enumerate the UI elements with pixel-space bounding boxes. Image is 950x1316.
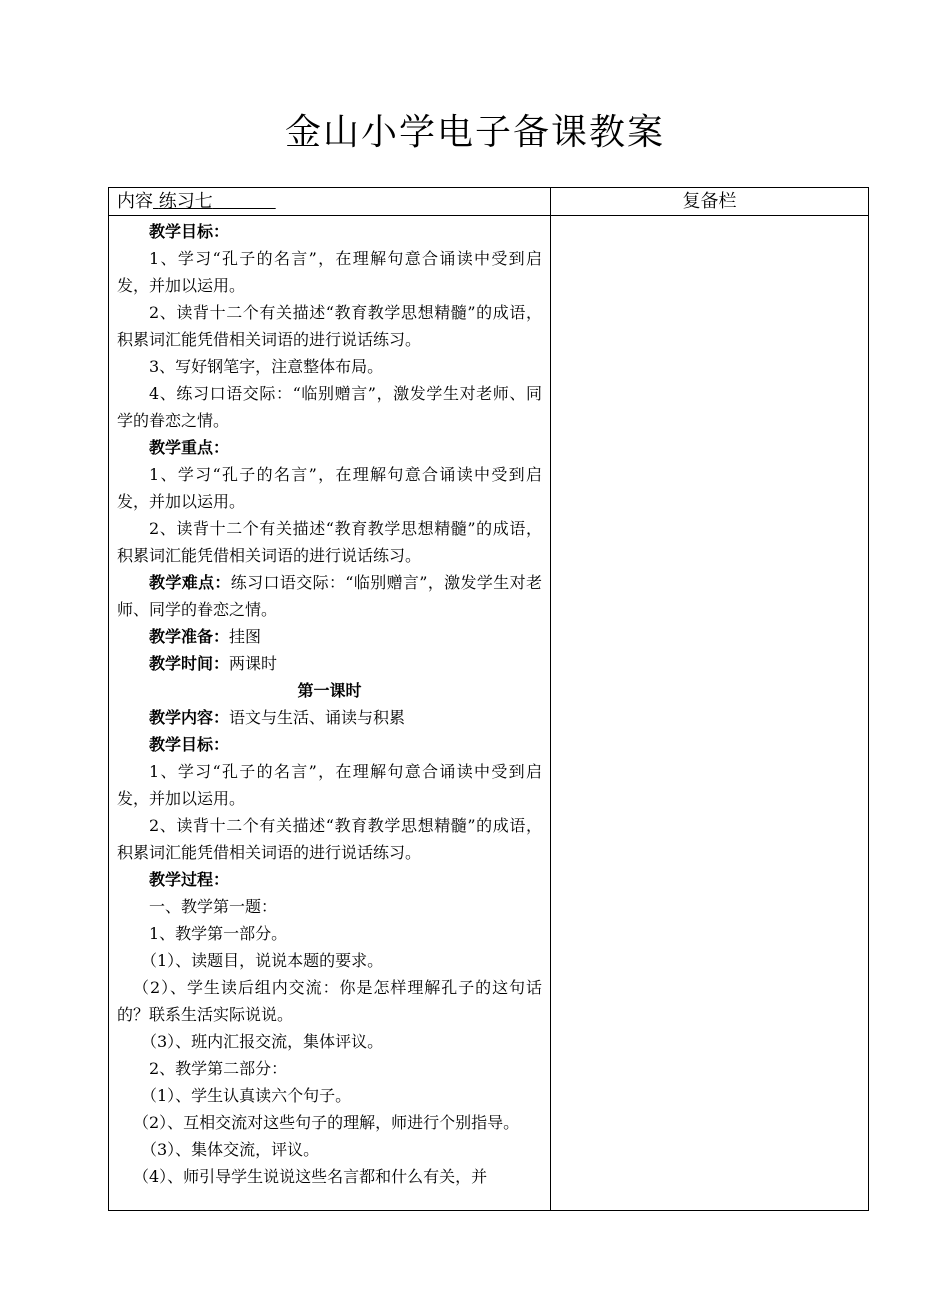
table-body-row	[109, 216, 869, 1211]
line-label: 教学准备：	[149, 627, 230, 646]
line-label: 教学时间：	[149, 654, 230, 673]
lesson-lines	[117, 218, 542, 1190]
sub-item: （4）、师引导学生说说这些名言都和什么有关，并	[133, 1167, 488, 1186]
sub-item: （2）、学生读后组内交流：你是怎样理解孔子的这句话的？联系生活实际说说。	[117, 978, 542, 1024]
line-label: 教学内容：	[149, 708, 230, 727]
section-heading: 教学重点：	[149, 438, 230, 457]
lesson-content	[109, 216, 551, 1211]
line-text: 语文与生活、诵读与积累	[229, 708, 406, 727]
labeled-line	[117, 569, 542, 623]
line-text: 练习口语交际：“临别赠言”，激发学生对老师、同学的眷恋之情。	[117, 573, 542, 619]
paragraph: 3、写好钢笔字，注意整体布局。	[149, 357, 384, 376]
sub-item: （1）、学生认真读六个句子。	[141, 1086, 352, 1105]
paragraph: 2、读背十二个有关描述“教育教学思想精髓”的成语，积累词汇能凭借相关词语的进行说话练习。	[117, 303, 542, 349]
lesson-plan-table	[108, 187, 869, 1211]
paragraph: 2、读背十二个有关描述“教育教学思想精髓”的成语，积累词汇能凭借相关词语的进行说话练习。	[117, 816, 542, 862]
paragraph: 1、学习“孔子的名言”，在理解句意合诵读中受到启发，并加以运用。	[117, 249, 542, 295]
section-heading: 教学目标：	[149, 735, 230, 754]
content-label: 内容	[117, 191, 153, 212]
review-column	[551, 216, 869, 1211]
line-label: 教学难点：	[149, 573, 231, 592]
section-heading: 教学目标：	[149, 222, 230, 241]
lesson-period-heading: 第一课时	[297, 681, 362, 700]
sub-item: （3）、集体交流，评议。	[141, 1140, 320, 1159]
sub-item: （3）、班内汇报交流，集体评议。	[141, 1032, 384, 1051]
paragraph: 1、学习“孔子的名言”，在理解句意合诵读中受到启发，并加以运用。	[117, 465, 542, 511]
table-header-row	[109, 188, 869, 216]
section-heading: 教学过程：	[149, 870, 230, 889]
labeled-line	[117, 704, 542, 731]
page-title: 金山小学电子备课教案	[284, 112, 665, 153]
sub-item: （1）、读题目，说说本题的要求。	[141, 951, 384, 970]
paragraph: 1、学习“孔子的名言”，在理解句意合诵读中受到启发，并加以运用。	[117, 762, 542, 808]
labeled-line	[117, 650, 542, 677]
line-text: 两课时	[229, 654, 278, 673]
paragraph: 2、读背十二个有关描述“教育教学思想精髓”的成语，积累词汇能凭借相关词语的进行说话练习。	[117, 519, 542, 565]
review-column-header: 复备栏	[551, 188, 869, 216]
content-value: 练习七	[158, 191, 213, 212]
paragraph: 2、教学第二部分：	[149, 1059, 288, 1078]
paragraph: 一、教学第一题：	[149, 897, 278, 916]
sub-item: （2）、互相交流对这些句子的理解，师进行个别指导。	[133, 1113, 520, 1132]
line-text: 挂图	[229, 627, 262, 646]
paragraph: 4、练习口语交际：“临别赠言”，激发学生对老师、同学的眷恋之情。	[117, 384, 542, 430]
paragraph: 1、教学第一部分。	[149, 924, 288, 943]
labeled-line	[117, 623, 542, 650]
content-cell	[109, 188, 551, 216]
